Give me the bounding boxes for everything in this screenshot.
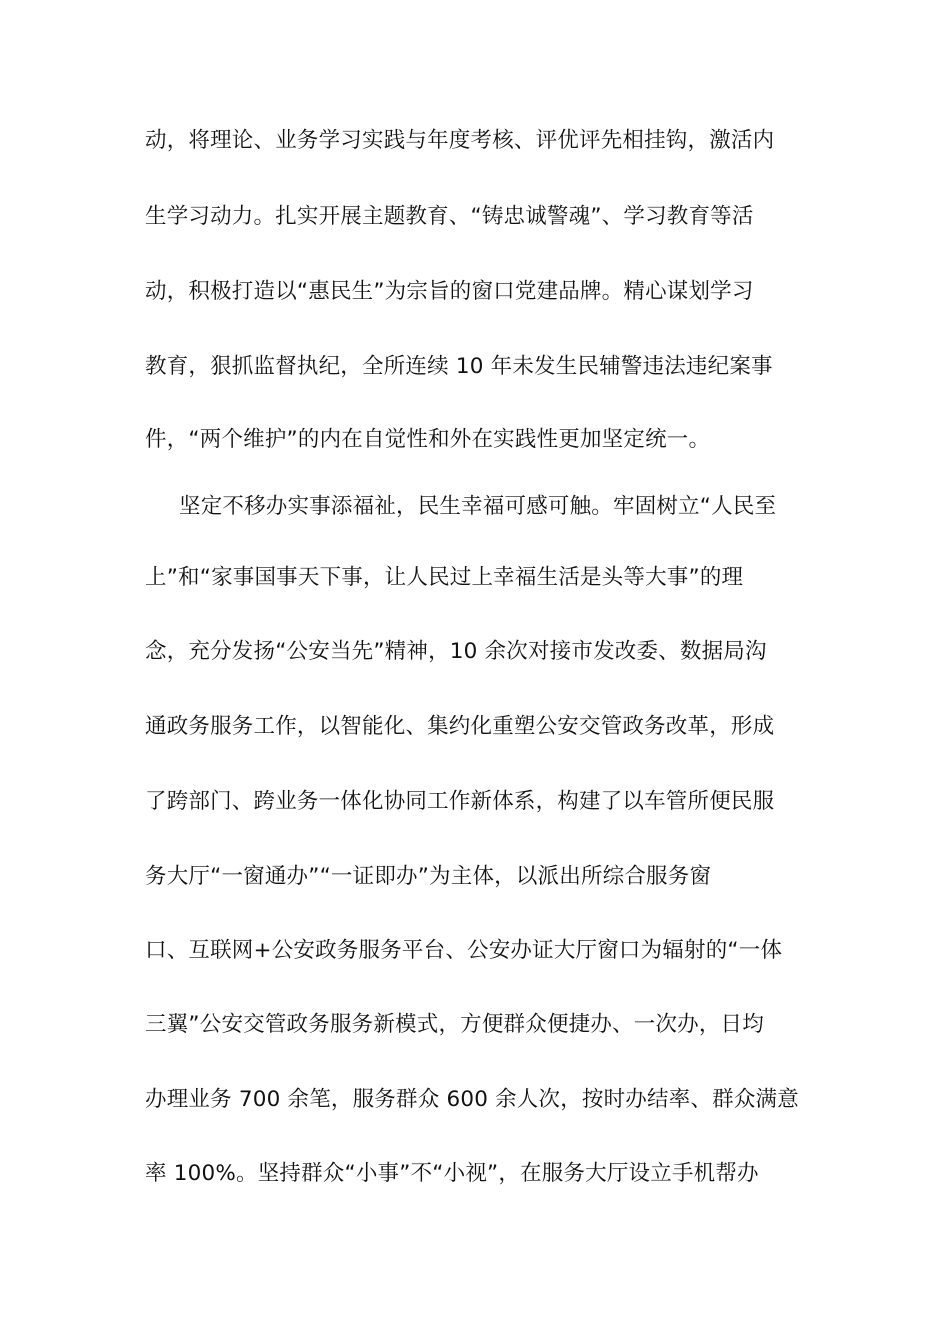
text-line: 办理业务 700 余笔，服务群众 600 余人次，按时办结率、群众满意 [145,1087,799,1112]
text-line: 率 100%。坚持群众“小事”不“小视”，在服务大厅设立手机帮办 [145,1161,759,1186]
text-line: 动，积极打造以“惠民生”为宗旨的窗口党建品牌。精心谋划学习 [145,279,754,304]
text-line: 三翼”公安交管政务服务新模式，方便群众便捷办、一次办，日均 [145,1012,764,1037]
text-line: 上”和“家事国事天下事，让人民过上幸福生活是头等大事”的理 [145,565,744,590]
text-line: 动，将理论、业务学习实践与年度考核、评优评先相挂钩，激活内 [145,128,775,153]
text-line: 教育，狠抓监督执纪，全所连续 10 年未发生民辅警违法违纪案事 [145,354,773,379]
text-line: 生学习动力。扎实开展主题教育、“铸忠诚警魂”、学习教育等活 [145,204,754,229]
text-line: 件，“两个维护”的内在自觉性和外在实践性更加坚定统一。 [145,427,711,452]
paragraph-first-line: 坚定不移办实事添福祉，民生幸福可感可触。牢固树立“人民至 [179,494,777,519]
text-line: 了跨部门、跨业务一体化协同工作新体系，构建了以车管所便民服 [145,789,775,814]
text-line: 通政务服务工作，以智能化、集约化重塑公安交管政务改革，形成 [145,714,775,739]
text-line: 念，充分发扬“公安当先”精神，10 余次对接市发改委、数据局沟 [145,639,767,664]
text-line: 口、互联网+公安政务服务平台、公安办证大厅窗口为辐射的“一体 [145,938,783,963]
text-line: 务大厅“一窗通办”“一证即办”为主体，以派出所综合服务窗 [145,864,712,889]
